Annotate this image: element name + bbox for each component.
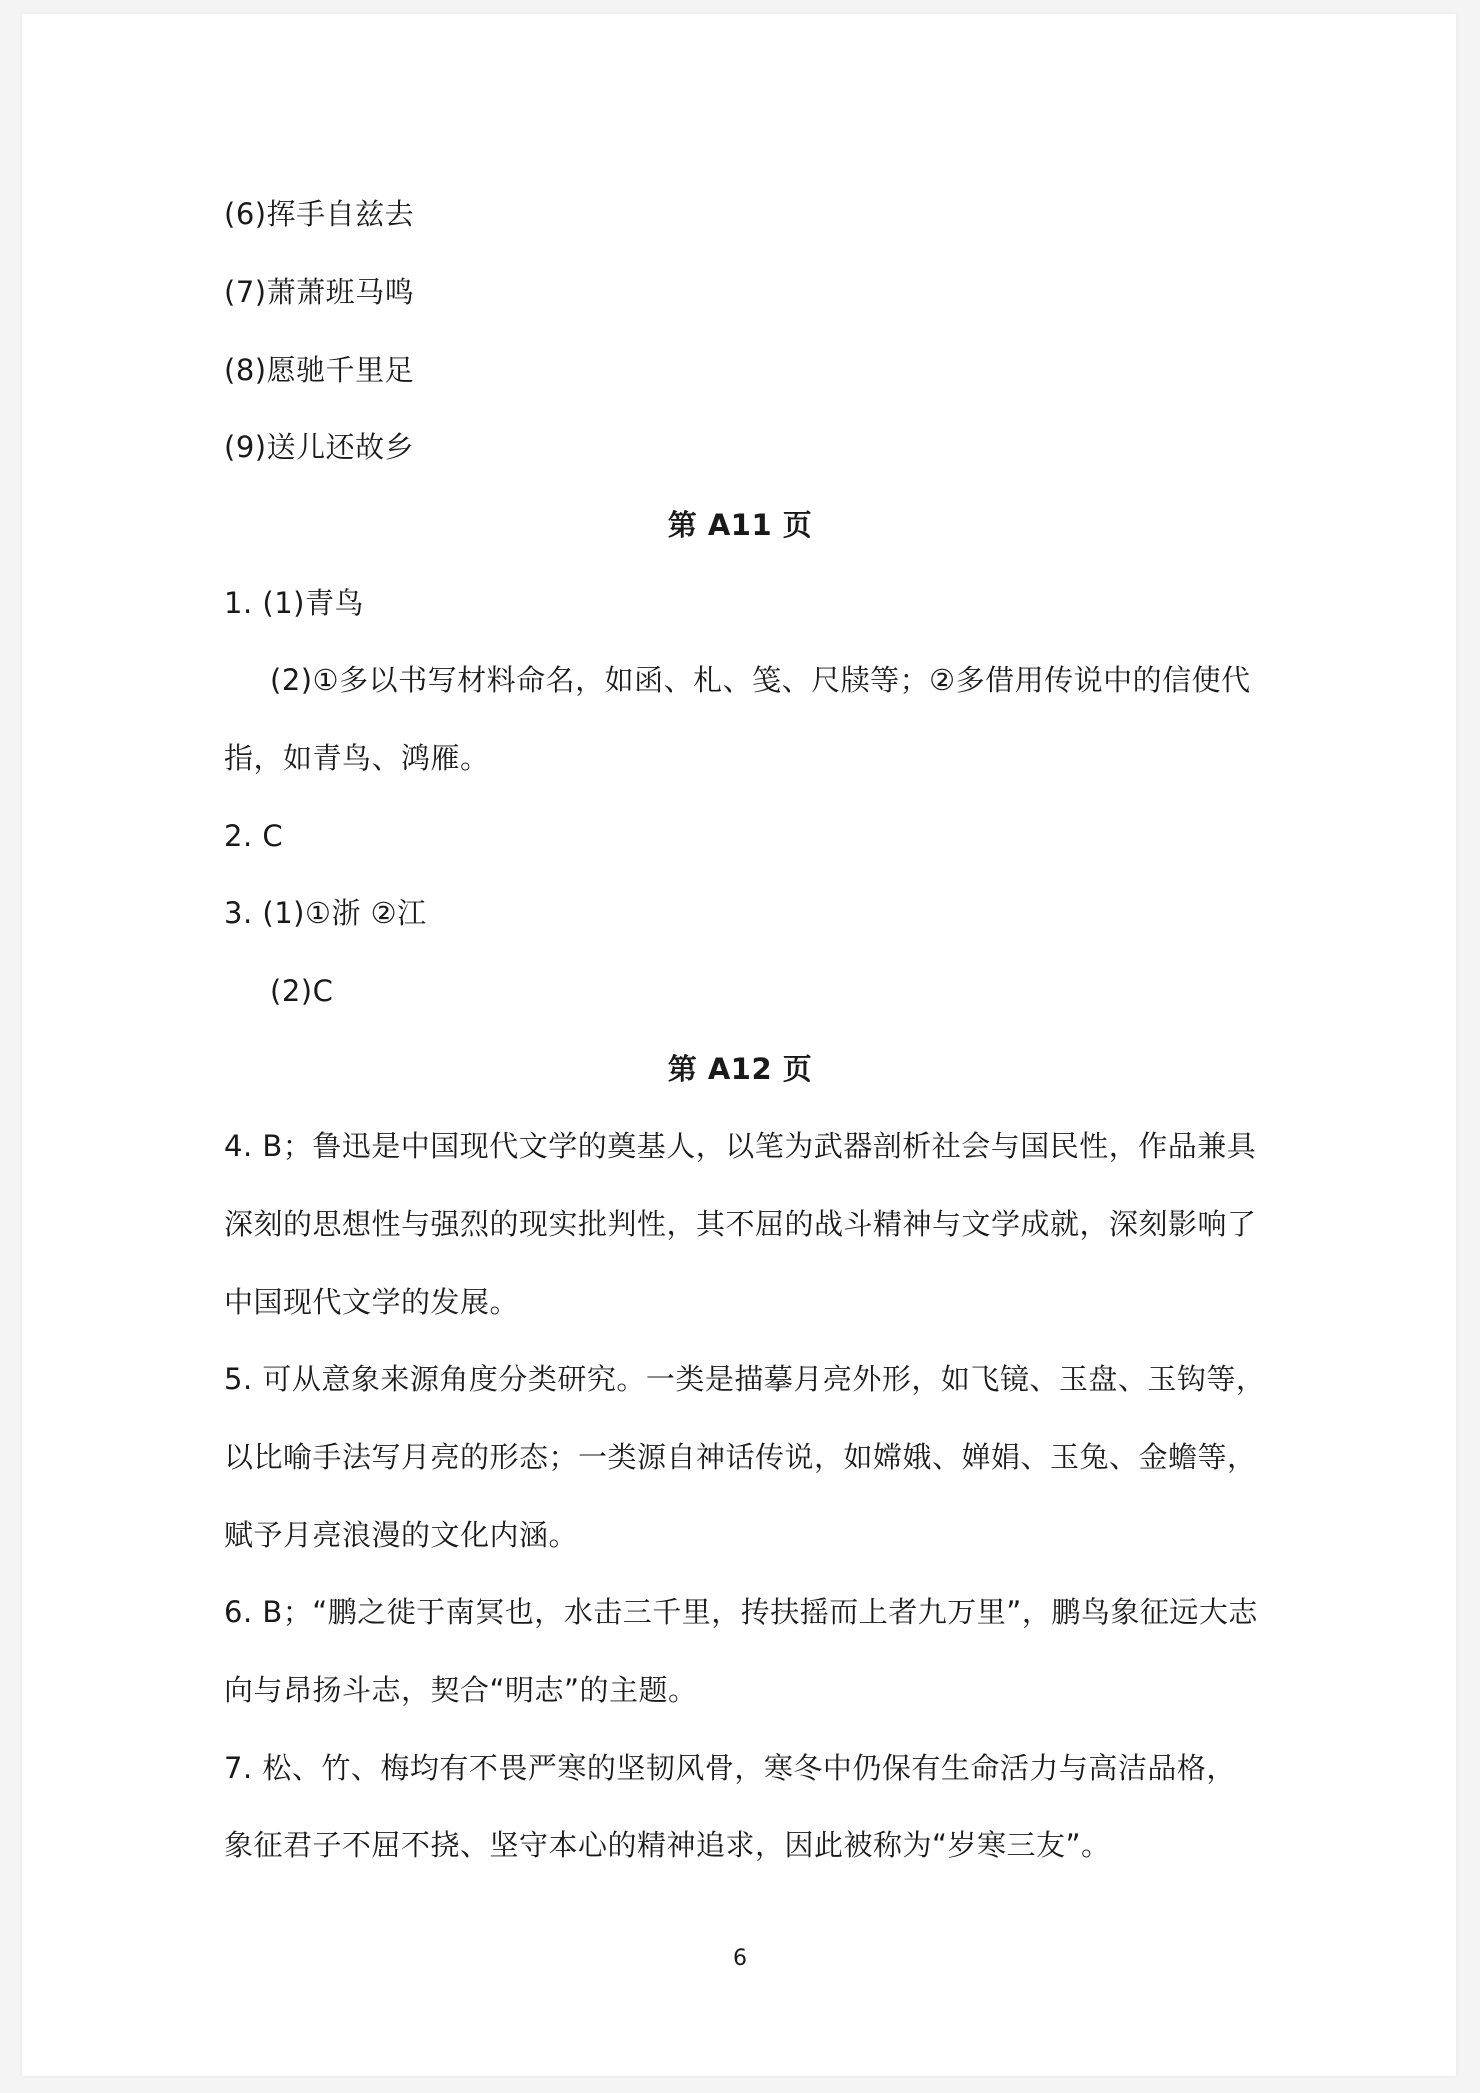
a12-item-4-cont1: 深刻的思想性与强烈的现实批判性，其不屈的战斗精神与文学成就，深刻影响了 bbox=[224, 1207, 1257, 1241]
a12-item-7-cont: 象征君子不屈不挠、坚守本心的精神追求，因此被称为“岁寒三友”。 bbox=[224, 1828, 1111, 1862]
answer-line-6: (6)挥手自兹去 bbox=[224, 197, 415, 231]
a11-item-1: 1. (1)青鸟 bbox=[224, 586, 364, 620]
a12-item-4-cont2: 中国现代文学的发展。 bbox=[224, 1285, 520, 1319]
a11-item-3: 3. (1)①浙 ②江 bbox=[224, 896, 427, 930]
a12-item-6-cont: 向与昂扬斗志，契合“明志”的主题。 bbox=[224, 1673, 698, 1707]
answer-line-7: (7)萧萧班马鸣 bbox=[224, 275, 415, 309]
answer-line-8: (8)愿驰千里足 bbox=[224, 353, 415, 387]
section-heading-a11: 第 A11 页 bbox=[667, 508, 813, 542]
section-heading-a12: 第 A12 页 bbox=[667, 1052, 813, 1086]
a12-item-5: 5. 可从意象来源角度分类研究。一类是描摹月亮外形，如飞镜、玉盘、玉钩等， bbox=[224, 1362, 1266, 1396]
a12-item-4: 4. B；鲁迅是中国现代文学的奠基人，以笔为武器剖析社会与国民性，作品兼具 bbox=[224, 1129, 1257, 1163]
answer-line-9: (9)送儿还故乡 bbox=[224, 430, 415, 464]
a11-item-1-sub2-cont: 指，如青鸟、鸿雁。 bbox=[224, 741, 490, 775]
a12-item-7: 7. 松、竹、梅均有不畏严寒的坚韧风骨，寒冬中仍保有生命活力与高洁品格， bbox=[224, 1751, 1236, 1785]
a11-item-3-sub2: (2)C bbox=[270, 974, 334, 1008]
a11-item-2: 2. C bbox=[224, 819, 284, 853]
a11-item-1-sub2: (2)①多以书写材料命名，如函、札、笺、尺牍等；②多借用传说中的信使代 bbox=[270, 663, 1251, 697]
a12-item-6: 6. B；“鹏之徙于南冥也，水击三千里，抟扶摇而上者九万里”，鹏鸟象征远大志 bbox=[224, 1595, 1258, 1629]
a12-item-5-cont2: 赋予月亮浪漫的文化内涵。 bbox=[224, 1518, 579, 1552]
page-number: 6 bbox=[733, 1946, 747, 1971]
a12-item-5-cont1: 以比喻手法写月亮的形态；一类源自神话传说，如嫦娥、婵娟、玉兔、金蟾等， bbox=[224, 1440, 1257, 1474]
